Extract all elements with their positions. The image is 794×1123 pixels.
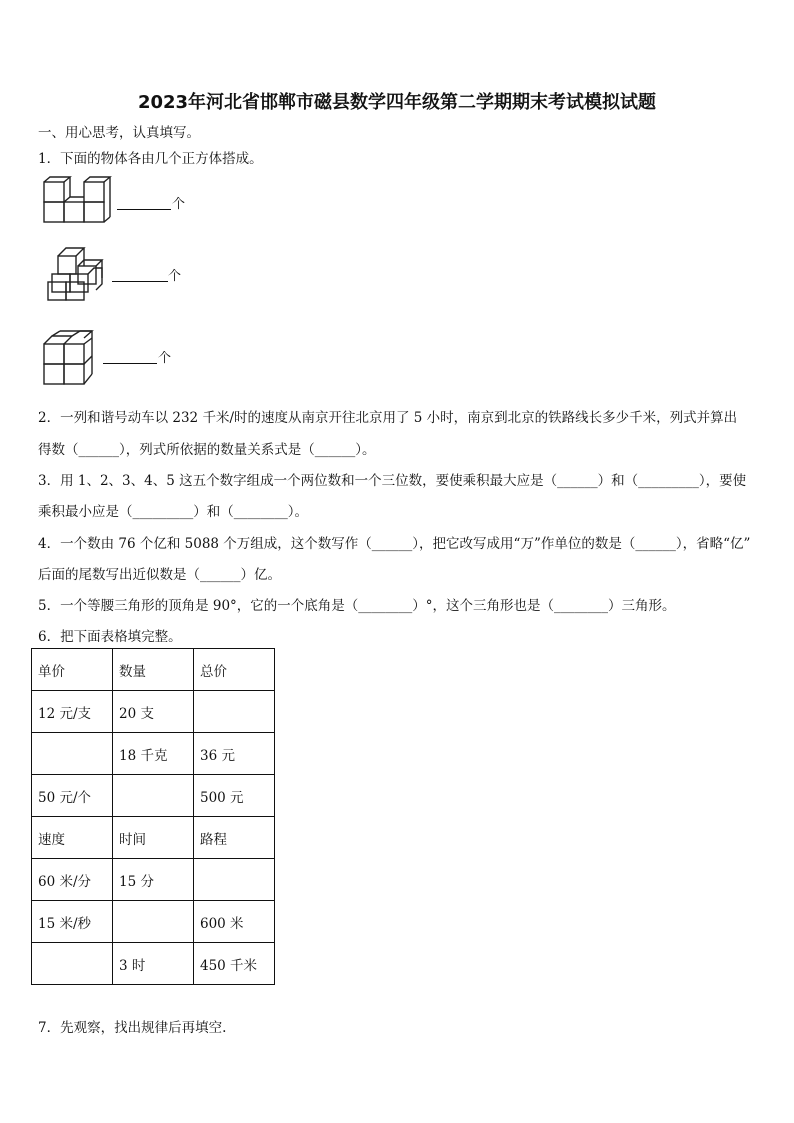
table-cell: 速度	[32, 817, 113, 859]
table-cell: 500 元	[194, 775, 275, 817]
table-cell: 单价	[32, 649, 113, 691]
page-title: 2023年河北省邯郸市磁县数学四年级第二学期期末考试模拟试题	[137, 92, 657, 113]
unit-label-2: 个	[168, 269, 182, 284]
answer-blank-2[interactable]	[112, 280, 168, 282]
cube-figure-1	[42, 176, 114, 224]
question-2-line-1: 2．一列和谐号动车以 232 千米/时的速度从南京开往北京用了 5 小时，南京到北京的铁路线长多少千米，列式并算出	[38, 410, 738, 426]
table-cell: 数量	[113, 649, 194, 691]
question-6: 6．把下面表格填完整。	[38, 629, 182, 645]
question-7: 7．先观察，找出规律后再填空.	[38, 1020, 227, 1036]
table-cell: 36 元	[194, 733, 275, 775]
table-row	[32, 649, 275, 691]
table-row	[32, 691, 275, 733]
table-cell: 路程	[194, 817, 275, 859]
table-cell[interactable]	[113, 901, 194, 943]
table-row	[32, 901, 275, 943]
table-cell: 60 米/分	[32, 859, 113, 901]
table-cell: 12 元/支	[32, 691, 113, 733]
table-row	[32, 775, 275, 817]
table-row	[32, 859, 275, 901]
table-row	[32, 943, 275, 985]
table-cell: 450 千米	[194, 943, 275, 985]
table-cell[interactable]	[194, 859, 275, 901]
table-cell: 20 支	[113, 691, 194, 733]
answer-blank-3[interactable]	[103, 362, 157, 364]
table-cell[interactable]	[32, 733, 113, 775]
table-cell: 3 时	[113, 943, 194, 985]
table-row	[32, 733, 275, 775]
question-3-line-2: 乘积最小应是（_________）和（________）。	[38, 504, 308, 520]
table-cell: 600 米	[194, 901, 275, 943]
table-cell[interactable]	[32, 943, 113, 985]
question-1: 1．下面的物体各由几个正方体搭成。	[38, 151, 263, 167]
cube-figure-3	[42, 330, 98, 386]
fill-in-table	[31, 648, 275, 985]
table-cell: 15 分	[113, 859, 194, 901]
table-cell: 50 元/个	[32, 775, 113, 817]
question-4-line-2: 后面的尾数写出近似数是（______）亿。	[38, 567, 281, 583]
section-heading: 一、用心思考，认真填写。	[38, 125, 200, 141]
question-4-line-1: 4．一个数由 76 个亿和 5088 个万组成，这个数写作（______），把它改写成用“万”作单位的数是（______），省略“亿”	[38, 536, 751, 552]
unit-label-1: 个	[172, 197, 186, 212]
table-cell[interactable]	[113, 775, 194, 817]
table-cell: 15 米/秒	[32, 901, 113, 943]
table-row	[32, 817, 275, 859]
question-5: 5．一个等腰三角形的顶角是 90°，它的一个底角是（________）°，这个三角形也是（________）三角形。	[38, 598, 676, 614]
cube-figure-2	[44, 244, 110, 302]
unit-label-3: 个	[158, 351, 172, 366]
answer-blank-1[interactable]	[117, 208, 171, 210]
table-cell: 总价	[194, 649, 275, 691]
table-cell: 18 千克	[113, 733, 194, 775]
question-2-line-2: 得数（______），列式所依据的数量关系式是（______）。	[38, 442, 376, 458]
table-cell[interactable]	[194, 691, 275, 733]
table-cell: 时间	[113, 817, 194, 859]
question-3-line-1: 3．用 1、2、3、4、5 这五个数字组成一个两位数和一个三位数，要使乘积最大应是（______）和（_________），要使	[38, 473, 747, 489]
